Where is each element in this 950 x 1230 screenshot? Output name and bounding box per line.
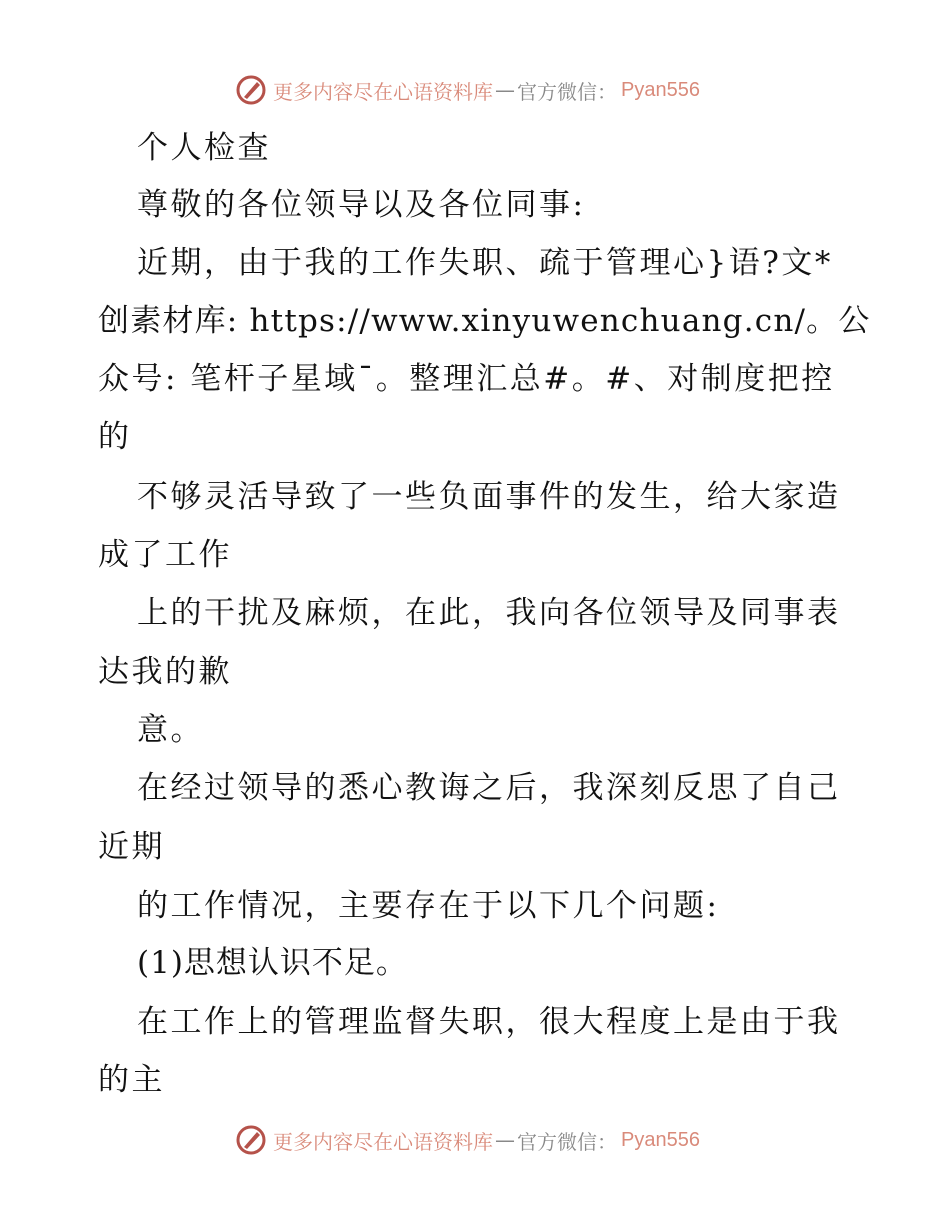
pen-logo-icon: [235, 74, 267, 106]
banner-main-text: 更多内容尽在心语资料库: [273, 1129, 493, 1154]
pen-logo-icon: [235, 1124, 267, 1156]
paragraph-line: 不够灵活导致了一些负面事件的发生，给大家造: [137, 479, 841, 515]
banner-separator: —: [495, 1128, 515, 1152]
banner-main-text: 更多内容尽在心语资料库: [273, 79, 493, 104]
paragraph-line: 成了工作: [98, 537, 232, 573]
banner-wechat-id: Pyan556: [621, 1128, 700, 1151]
paragraph-line: 的主: [98, 1062, 165, 1098]
paragraph-line: 的: [98, 419, 132, 455]
paragraph-line: 众号: 笔杆子星域¯。整理汇总#。#、对制度把控: [98, 361, 835, 397]
paragraph-line: 达我的歉: [98, 654, 232, 690]
banner-label: 官方微信：: [517, 1129, 617, 1154]
paragraph-line: 在工作上的管理监督失职，很大程度上是由于我: [137, 1004, 841, 1040]
paragraph-line: 在经过领导的悉心教诲之后，我深刻反思了自己: [137, 770, 841, 806]
banner-label: 官方微信：: [517, 79, 617, 104]
paragraph-line: 创素材库: https://www.xinyuwenchuang.cn/。公: [98, 303, 871, 339]
paragraph-line: (1)思想认识不足。: [137, 945, 408, 981]
banner-separator: —: [495, 78, 515, 102]
paragraph-line: 的工作情况，主要存在于以下几个问题:: [137, 888, 720, 924]
paragraph-line: 近期，由于我的工作失职、疏于管理心}语?文*: [137, 245, 833, 281]
paragraph-line: 尊敬的各位领导以及各位同事:: [137, 187, 586, 223]
paragraph-line: 近期: [98, 829, 165, 865]
banner-wechat-id: Pyan556: [621, 78, 700, 101]
doc-title: 个人检查: [137, 130, 271, 166]
header-banner: [235, 72, 715, 108]
paragraph-line: 意。: [137, 712, 204, 748]
paragraph-line: 上的干扰及麻烦，在此，我向各位领导及同事表: [137, 595, 841, 631]
footer-banner: [235, 1122, 715, 1158]
